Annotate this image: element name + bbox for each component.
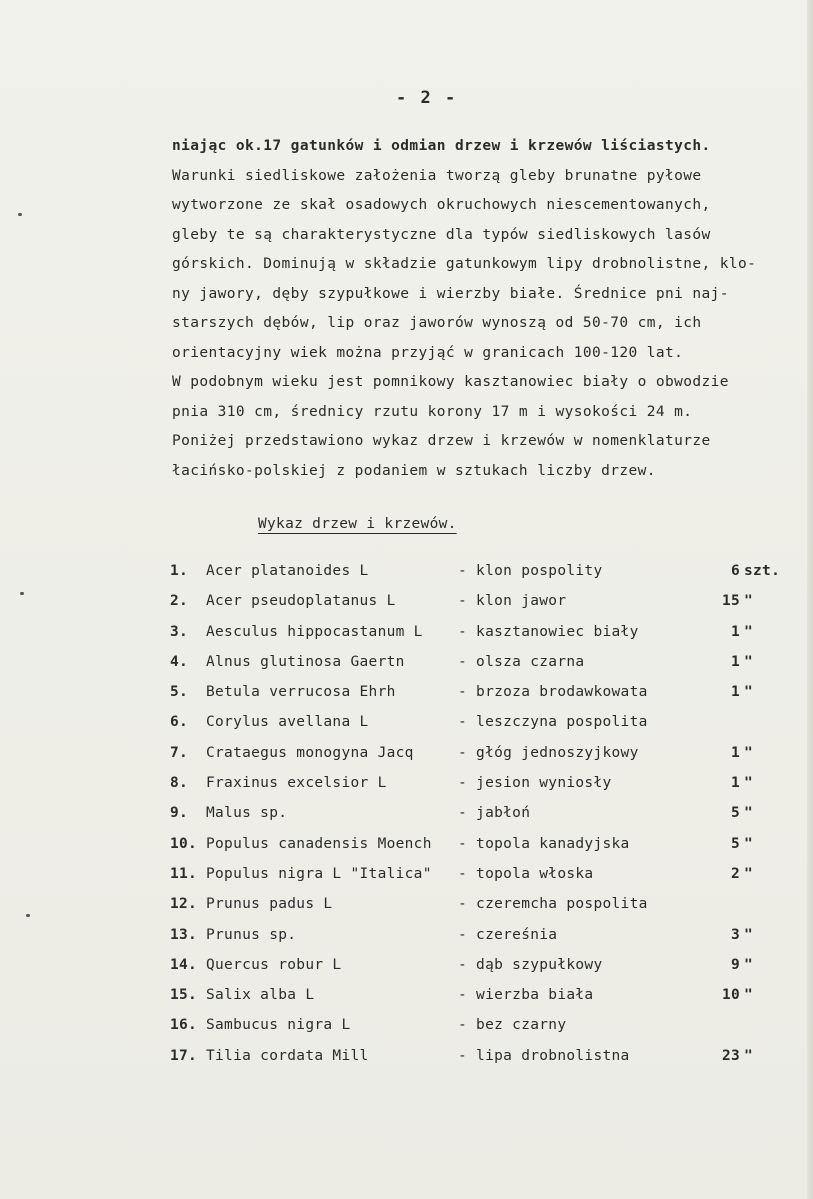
item-number: 16.: [170, 1017, 198, 1034]
latin-name: Acer pseudoplatanus L: [206, 593, 396, 610]
body-paragraph: [172, 132, 772, 486]
paragraph-line: niając ok.17 gatunków i odmian drzew i krzewów liściastych.: [172, 138, 711, 154]
polish-name: - lipa drobnolistna: [458, 1047, 630, 1064]
scan-speck: [26, 914, 30, 917]
item-number: 7.: [170, 744, 189, 761]
polish-name: - jabłoń: [458, 805, 531, 822]
list-item: [170, 617, 770, 647]
latin-name: Prunus sp.: [206, 926, 297, 943]
polish-name: - kasztanowiec biały: [458, 623, 639, 640]
item-number: 14.: [170, 956, 198, 973]
list-item: [170, 1041, 770, 1071]
list-item: [170, 859, 770, 889]
page-edge: [807, 0, 813, 1199]
polish-name: - czeremcha pospolita: [458, 896, 648, 913]
tree-count: 6: [730, 563, 740, 579]
paragraph-line: wytworzone ze skał osadowych okruchowych niescementowanych,: [172, 197, 711, 213]
latin-name: Prunus padus L: [206, 896, 333, 913]
tree-count: 23: [721, 1047, 740, 1064]
scan-speck: [20, 592, 24, 595]
latin-name: Crataegus monogyna Jacq: [206, 744, 414, 761]
latin-name: Alnus glutinosa Gaertn: [206, 653, 405, 670]
count-unit: ": [744, 744, 754, 761]
item-number: 13.: [170, 926, 198, 943]
paragraph-line: górskich. Dominują w składzie gatunkowym lipy drobnolistne, klo-: [172, 256, 757, 272]
item-number: 17.: [170, 1047, 198, 1064]
latin-name: Aesculus hippocastanum L: [206, 623, 423, 640]
list-item: [170, 980, 770, 1010]
polish-name: - głóg jednoszyjkowy: [458, 744, 639, 761]
count-unit: ": [744, 684, 754, 701]
page-number: - 2 -: [396, 88, 458, 108]
count-unit: ": [744, 987, 754, 1004]
tree-count: 5: [730, 805, 740, 822]
polish-name: - dąb szypułkowy: [458, 956, 603, 973]
scan-speck: [18, 213, 22, 216]
item-number: 15.: [170, 987, 198, 1004]
count-unit: ": [744, 926, 754, 943]
list-item: [170, 738, 770, 768]
list-item: [170, 920, 770, 950]
paragraph-line: pnia 310 cm, średnicy rzutu korony 17 m i wysokości 24 m.: [172, 403, 693, 420]
list-item: [170, 1010, 770, 1040]
tree-count: 1: [730, 775, 740, 792]
tree-count: 1: [730, 684, 740, 701]
item-number: 9.: [170, 805, 189, 822]
latin-name: Populus canadensis Moench: [206, 835, 432, 852]
paragraph-line: ny jawory, dęby szypułkowe i wierzby białe. Średnice pni naj-: [172, 285, 729, 302]
latin-name: Betula verrucosa Ehrh: [206, 684, 396, 701]
latin-name: Tilia cordata Mill: [206, 1047, 369, 1064]
item-number: 2.: [170, 593, 189, 610]
polish-name: - topola włoska: [458, 865, 594, 882]
item-number: 1.: [170, 563, 189, 579]
list-item: [170, 707, 770, 737]
tree-count: 1: [730, 653, 740, 670]
item-number: 8.: [170, 775, 189, 792]
polish-name: - bez czarny: [458, 1017, 567, 1034]
tree-count: 10: [721, 987, 740, 1004]
paragraph-line: starszych dębów, lip oraz jaworów wynoszą od 50-70 cm, ich: [172, 315, 702, 331]
list-item: [170, 829, 770, 859]
polish-name: - topola kanadyjska: [458, 835, 630, 852]
count-unit: ": [744, 835, 754, 852]
list-item: [170, 556, 781, 586]
latin-name: Acer platanoides L: [206, 563, 369, 579]
list-title: Wykaz drzew i krzewów.: [258, 516, 457, 532]
polish-name: - klon jawor: [458, 593, 567, 610]
polish-name: - olsza czarna: [458, 653, 585, 670]
item-number: 4.: [170, 653, 189, 670]
tree-count: 1: [730, 623, 740, 640]
tree-count: 15: [721, 593, 740, 610]
latin-name: Populus nigra L "Italica": [206, 865, 432, 882]
count-unit: ": [744, 805, 754, 822]
polish-name: - wierzba biała: [458, 987, 594, 1004]
count-unit: ": [744, 593, 754, 610]
paragraph-line: W podobnym wieku jest pomnikowy kasztanowiec biały o obwodzie: [172, 374, 729, 390]
polish-name: - jesion wyniosły: [458, 775, 612, 792]
polish-name: - klon pospolity: [458, 563, 603, 579]
paragraph-line: gleby te są charakterystyczne dla typów siedliskowych lasów: [172, 226, 711, 243]
tree-count: 9: [730, 956, 740, 973]
latin-name: Fraxinus excelsior L: [206, 775, 387, 792]
paragraph-line: Warunki siedliskowe założenia tworzą gleby brunatne pyłowe: [172, 167, 702, 184]
list-item: [170, 889, 770, 919]
item-number: 5.: [170, 684, 189, 701]
tree-count: 1: [730, 744, 740, 761]
latin-name: Salix alba L: [206, 987, 315, 1004]
list-item: [170, 798, 770, 828]
count-unit: ": [744, 653, 754, 670]
polish-name: - czereśnia: [458, 926, 558, 943]
count-unit: ": [744, 775, 754, 792]
latin-name: Corylus avellana L: [206, 714, 369, 731]
polish-name: - leszczyna pospolita: [458, 714, 648, 731]
species-list: [170, 556, 781, 1071]
item-number: 6.: [170, 714, 189, 731]
latin-name: Sambucus nigra L: [206, 1017, 351, 1034]
latin-name: Malus sp.: [206, 805, 288, 822]
item-number: 11.: [170, 865, 198, 882]
latin-name: Quercus robur L: [206, 956, 342, 973]
list-item: [170, 586, 770, 616]
polish-name: - brzoza brodawkowata: [458, 684, 648, 701]
item-number: 10.: [170, 835, 198, 852]
item-number: 3.: [170, 623, 189, 640]
list-item: [170, 677, 770, 707]
paragraph-line: Poniżej przedstawiono wykaz drzew i krzewów w nomenklaturze: [172, 433, 711, 449]
list-item: [170, 950, 770, 980]
tree-count: 2: [730, 865, 740, 882]
count-unit: ": [744, 1047, 754, 1064]
tree-count: 3: [730, 926, 740, 943]
count-unit: ": [744, 865, 754, 882]
item-number: 12.: [170, 896, 198, 913]
tree-count: 5: [730, 835, 740, 852]
list-item: [170, 647, 770, 677]
paragraph-line: orientacyjny wiek można przyjąć w granicach 100-120 lat.: [172, 344, 684, 361]
count-unit: ": [744, 623, 754, 640]
count-unit: szt.: [744, 563, 781, 579]
paragraph-line: łacińsko-polskiej z podaniem w sztukach liczby drzew.: [172, 462, 656, 479]
list-item: [170, 768, 770, 798]
count-unit: ": [744, 956, 754, 973]
